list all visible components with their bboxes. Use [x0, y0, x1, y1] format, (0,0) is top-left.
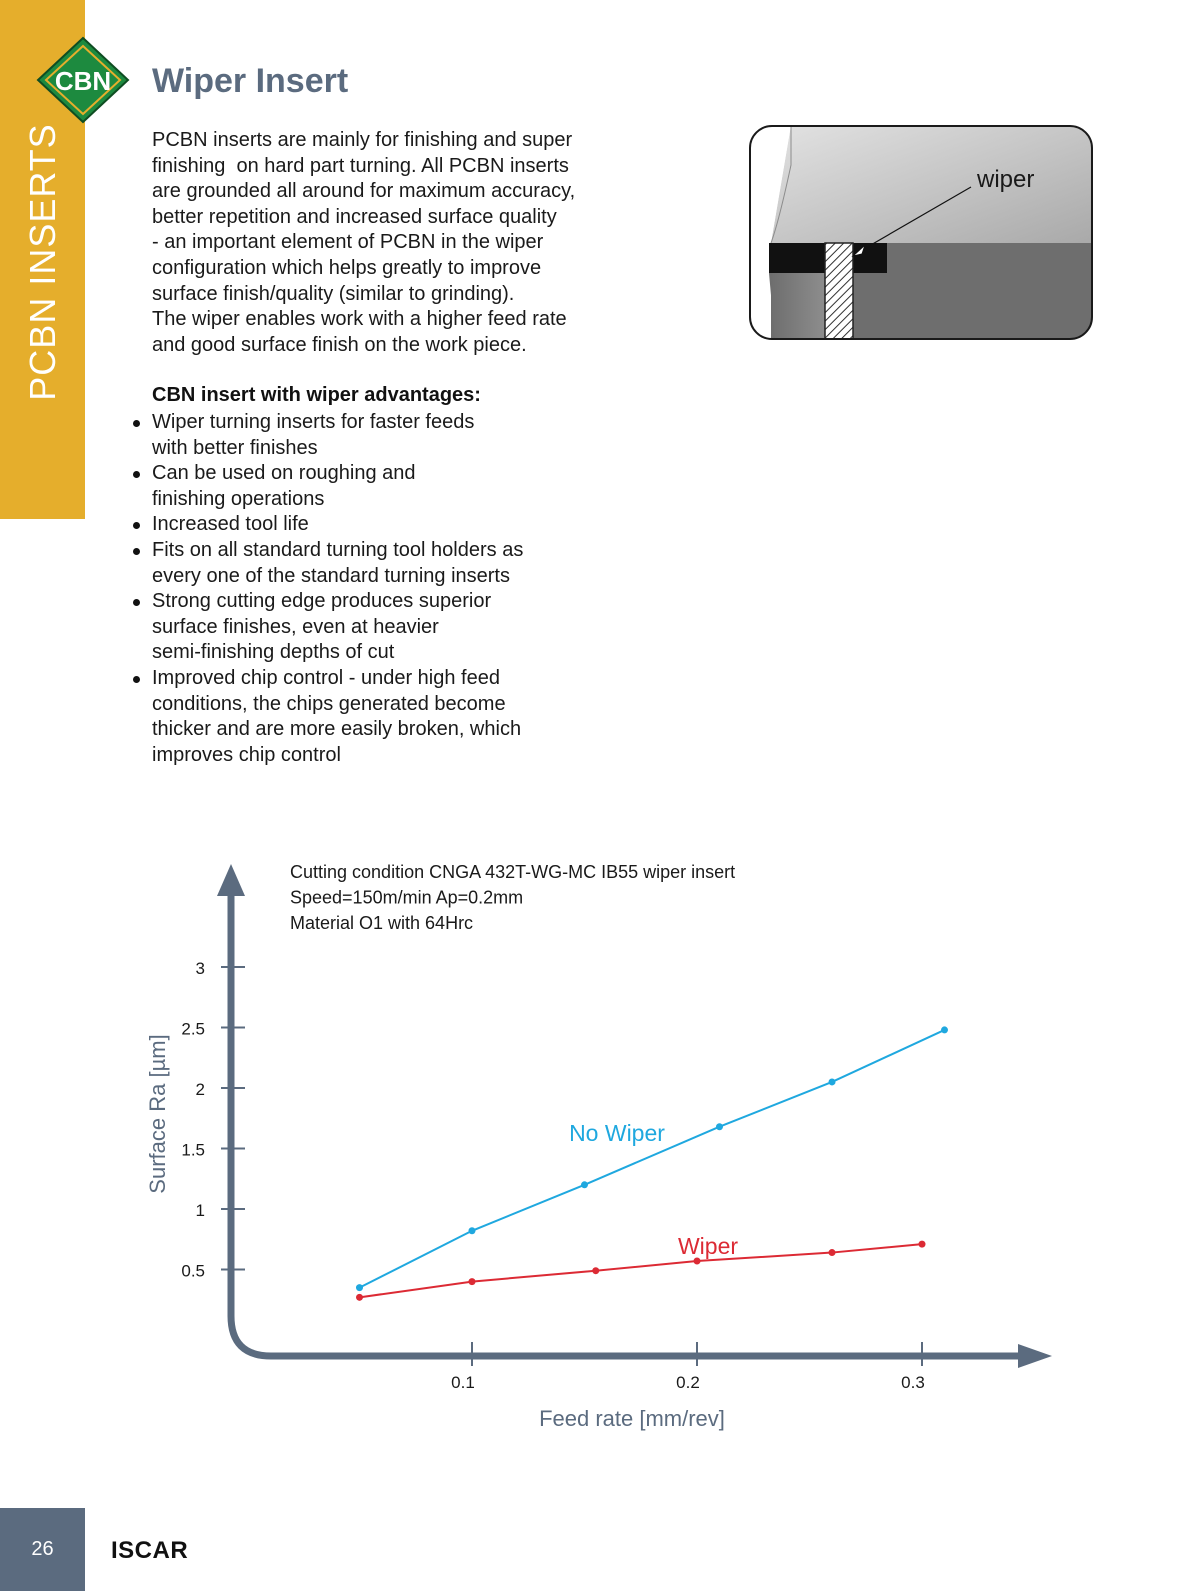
data-point — [829, 1078, 836, 1085]
y-tick-label: 2.5 — [181, 1019, 205, 1039]
data-point — [592, 1267, 599, 1274]
list-item-line: semi-finishing depths of cut — [152, 641, 395, 664]
x-tick-label: 0.1 — [451, 1373, 475, 1392]
intro-line: configuration which helps greatly to improve — [152, 256, 542, 279]
data-point — [581, 1181, 588, 1188]
list-item-line: conditions, the chips generated become — [152, 692, 506, 715]
brand-logo: ISCAR — [111, 1537, 189, 1564]
intro-line: better repetition and increased surface quality — [152, 205, 557, 228]
insert-top-face — [771, 125, 1093, 243]
list-item — [152, 410, 582, 461]
x-axis-label: Feed rate [mm/rev] — [539, 1406, 725, 1431]
data-point — [469, 1227, 476, 1234]
wiper-label: wiper — [977, 166, 1035, 193]
advantages-heading: CBN insert with wiper advantages: — [152, 384, 481, 406]
list-item-line: Fits on all standard turning tool holders as — [152, 538, 524, 561]
chart-annotation-line: Speed=150m/min Ap=0.2mm — [290, 887, 524, 908]
y-axis-arrow-icon — [217, 864, 245, 896]
x-y-axis-line — [231, 1240, 1025, 1356]
y-tick-label: 0.5 — [181, 1261, 205, 1281]
x-tick-label: 0.2 — [676, 1373, 700, 1392]
list-item-line: thicker and are more easily broken, which — [152, 718, 522, 741]
advantages-list — [152, 410, 582, 768]
list-item-line: finishing operations — [152, 487, 325, 510]
list-item — [152, 512, 582, 538]
data-point — [941, 1026, 948, 1033]
y-tick-label: 1 — [195, 1201, 205, 1220]
cbn-logo — [36, 36, 130, 124]
list-item-line: improves chip control — [152, 743, 341, 766]
data-point — [716, 1123, 723, 1130]
list-item-line: Improved chip control - under high feed — [152, 666, 500, 689]
intro-line: - an important element of PCBN in the wiper — [152, 231, 544, 254]
data-point — [829, 1249, 836, 1256]
y-tick-label: 1.5 — [181, 1140, 205, 1160]
list-item-line: Increased tool life — [152, 513, 309, 536]
list-item — [152, 461, 582, 512]
chart-annotation-line: Material O1 with 64Hrc — [290, 913, 474, 933]
series-label: Wiper — [677, 1233, 739, 1259]
list-item — [152, 666, 582, 768]
intro-line: PCBN inserts are mainly for finishing and super — [152, 129, 573, 151]
intro-line: surface finish/quality (similar to grinding). — [152, 282, 515, 305]
list-item-line: surface finishes, even at heavier — [152, 615, 439, 638]
x-tick-label: 0.3 — [901, 1373, 925, 1392]
page-number: 26 — [31, 1538, 54, 1560]
chart-annotation-line: Cutting condition CNGA 432T-WG-MC IB55 wiper insert — [290, 862, 736, 882]
series-line — [360, 1030, 945, 1288]
series-label: No Wiper — [569, 1120, 665, 1146]
list-item-line: Wiper turning inserts for faster feeds — [152, 411, 475, 433]
page-title: Wiper Insert — [152, 62, 349, 100]
data-point — [919, 1241, 926, 1248]
x-axis-arrow-icon — [1018, 1344, 1052, 1368]
list-item — [152, 538, 582, 589]
list-item-line: Strong cutting edge produces superior — [152, 590, 492, 613]
data-point — [356, 1294, 363, 1301]
y-tick-label: 2 — [195, 1080, 205, 1099]
intro-line: and good surface finish on the work piece. — [152, 333, 527, 356]
y-axis-label: Surface Ra [µm] — [145, 1034, 170, 1194]
list-item-line: with better finishes — [152, 436, 318, 459]
list-item — [152, 589, 582, 666]
intro-paragraph — [152, 128, 604, 358]
wiper-hatch — [825, 243, 853, 340]
surface-roughness-chart — [140, 860, 1080, 1460]
cbn-logo-text: CBN — [54, 66, 112, 96]
wiper-insert-figure — [749, 125, 1093, 340]
series-line — [360, 1244, 923, 1297]
data-point — [356, 1284, 363, 1291]
list-item-line: every one of the standard turning inserts — [152, 564, 510, 587]
intro-line: The wiper enables work with a higher feed rate — [152, 308, 567, 331]
y-tick-label: 3 — [195, 959, 205, 978]
data-point — [469, 1278, 476, 1285]
side-tab-label: PCBN INSERTS — [22, 123, 63, 401]
intro-line: are grounded all around for maximum accuracy, — [152, 180, 576, 203]
list-item-line: Can be used on roughing and — [152, 462, 416, 485]
intro-line: finishing on hard part turning. All PCBN inserts — [152, 154, 569, 177]
